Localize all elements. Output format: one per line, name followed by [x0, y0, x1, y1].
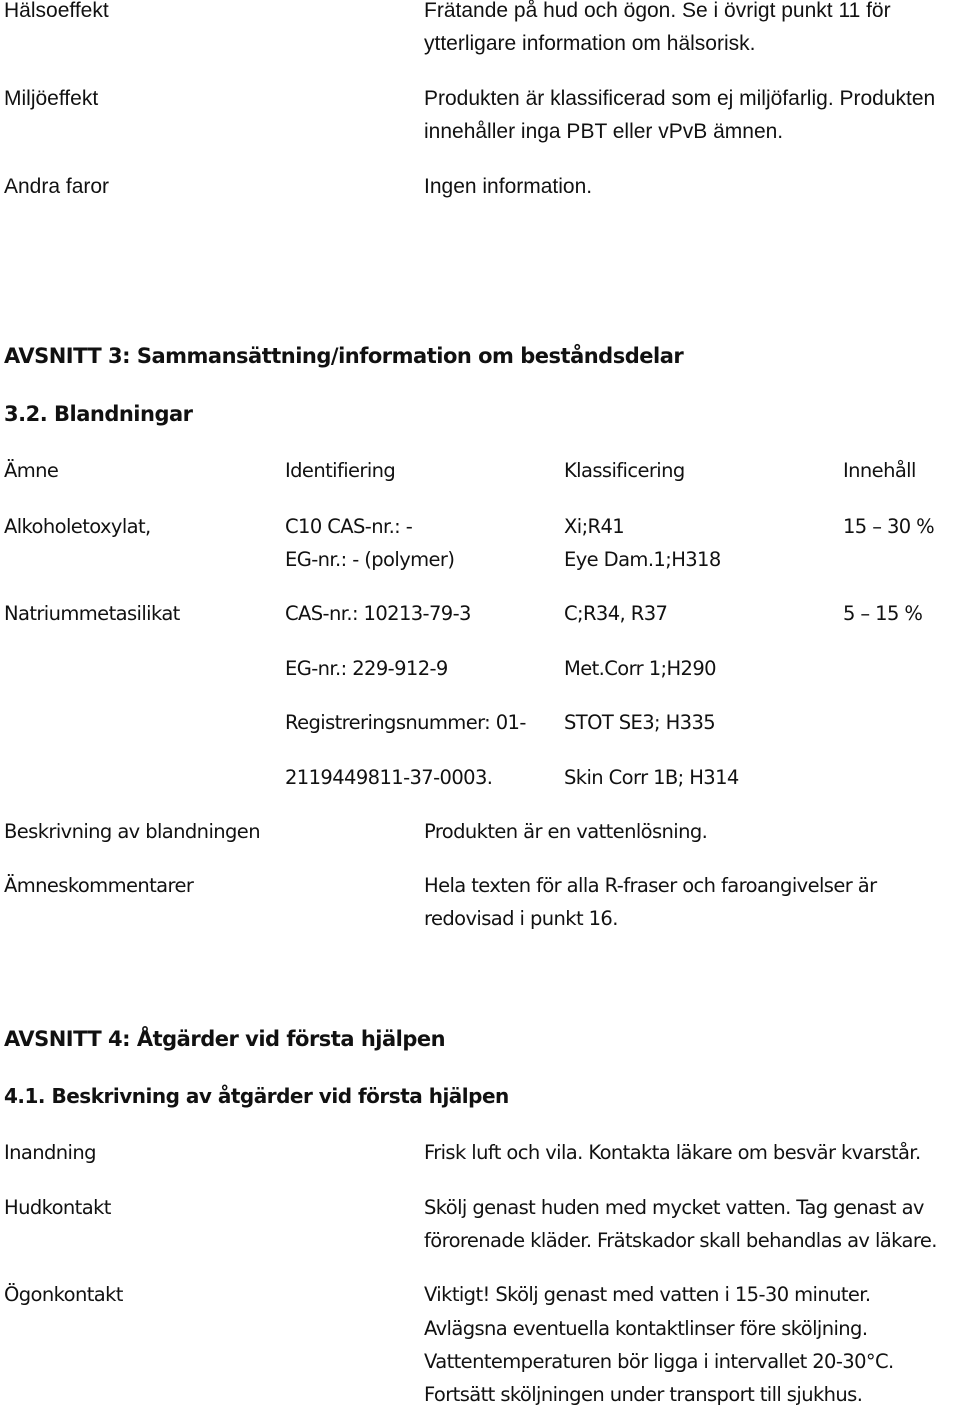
note-label-comments: Ämneskommentarer [4, 874, 194, 897]
table-header-content: Innehåll [843, 459, 916, 482]
table-row-2-identification-line3: Registreringsnummer: 01- [285, 711, 526, 734]
section-4-subtitle: 4.1. Beskrivning av åtgärder vid första hjälpen [4, 1084, 509, 1108]
firstaid-text-eye-line3: Vattentemperaturen bör ligga i intervallet 20-30°C. [424, 1350, 894, 1373]
table-header-identification: Identifiering [285, 459, 396, 482]
table-row-1-substance: Alkoholetoxylat, [4, 515, 151, 538]
firstaid-text-skin-line2: förorenade kläder. Frätskador skall behandlas av läkare. [424, 1229, 937, 1252]
section-3-subtitle: 3.2. Blandningar [4, 402, 193, 426]
section-3-title: AVSNITT 3: Sammansättning/information om beståndsdelar [4, 344, 684, 368]
table-header-classification: Klassificering [564, 459, 685, 482]
hazard-text-health-line2: ytterligare information om hälsorisk. [424, 32, 756, 55]
firstaid-text-skin-line1: Skölj genast huden med mycket vatten. Tag genast av [424, 1196, 924, 1219]
table-row-2-identification-line2: EG-nr.: 229-912-9 [285, 657, 448, 680]
firstaid-label-eye: Ögonkontakt [4, 1283, 123, 1306]
firstaid-text-inhalation: Frisk luft och vila. Kontakta läkare om besvär kvarstår. [424, 1141, 921, 1164]
table-row-2-classification-line1: C;R34, R37 [564, 602, 668, 625]
hazard-label-environment: Miljöeffekt [4, 87, 99, 110]
table-row-2-identification-line4: 2119449811-37-0003. [285, 766, 493, 789]
hazard-text-other: Ingen information. [424, 175, 593, 198]
table-row-2-substance: Natriummetasilikat [4, 602, 180, 625]
table-header-substance: Ämne [4, 459, 59, 482]
firstaid-label-skin: Hudkontakt [4, 1196, 111, 1219]
table-row-1-classification-line1: Xi;R41 [564, 515, 625, 538]
table-row-2-classification-line3: STOT SE3; H335 [564, 711, 716, 734]
table-row-2-classification-line4: Skin Corr 1B; H314 [564, 766, 739, 789]
firstaid-label-inhalation: Inandning [4, 1141, 96, 1164]
table-row-2-content: 5 – 15 % [843, 602, 923, 625]
note-text-comments-line2: redovisad i punkt 16. [424, 907, 618, 930]
hazard-label-other: Andra faror [4, 175, 110, 198]
table-row-1-identification-line1: C10 CAS-nr.: - [285, 515, 413, 538]
table-row-1-identification-line2: EG-nr.: - (polymer) [285, 548, 455, 571]
hazard-text-environment-line2: innehåller inga PBT eller vPvB ämnen. [424, 120, 784, 143]
table-row-1-content: 15 – 30 % [843, 515, 935, 538]
note-text-description: Produkten är en vattenlösning. [424, 820, 708, 843]
note-label-description: Beskrivning av blandningen [4, 820, 260, 843]
note-text-comments-line1: Hela texten för alla R-fraser och faroangivelser är [424, 874, 877, 897]
firstaid-text-eye-line2: Avlägsna eventuella kontaktlinser före sköljning. [424, 1317, 868, 1340]
firstaid-text-eye-line1: Viktigt! Skölj genast med vatten i 15-30 minuter. [424, 1283, 871, 1306]
table-row-2-classification-line2: Met.Corr 1;H290 [564, 657, 716, 680]
firstaid-text-eye-line4: Fortsätt sköljningen under transport till sjukhus. [424, 1383, 863, 1406]
hazard-text-health-line1: Frätande på hud och ögon. Se i övrigt punkt 11 för [424, 0, 891, 22]
hazard-text-environment-line1: Produkten är klassificerad som ej miljöfarlig. Produkten [424, 87, 936, 110]
table-row-2-identification-line1: CAS-nr.: 10213-79-3 [285, 602, 471, 625]
hazard-label-health: Hälsoeffekt [4, 0, 109, 22]
table-row-1-classification-line2: Eye Dam.1;H318 [564, 548, 721, 571]
section-4-title: AVSNITT 4: Åtgärder vid första hjälpen [4, 1027, 446, 1051]
